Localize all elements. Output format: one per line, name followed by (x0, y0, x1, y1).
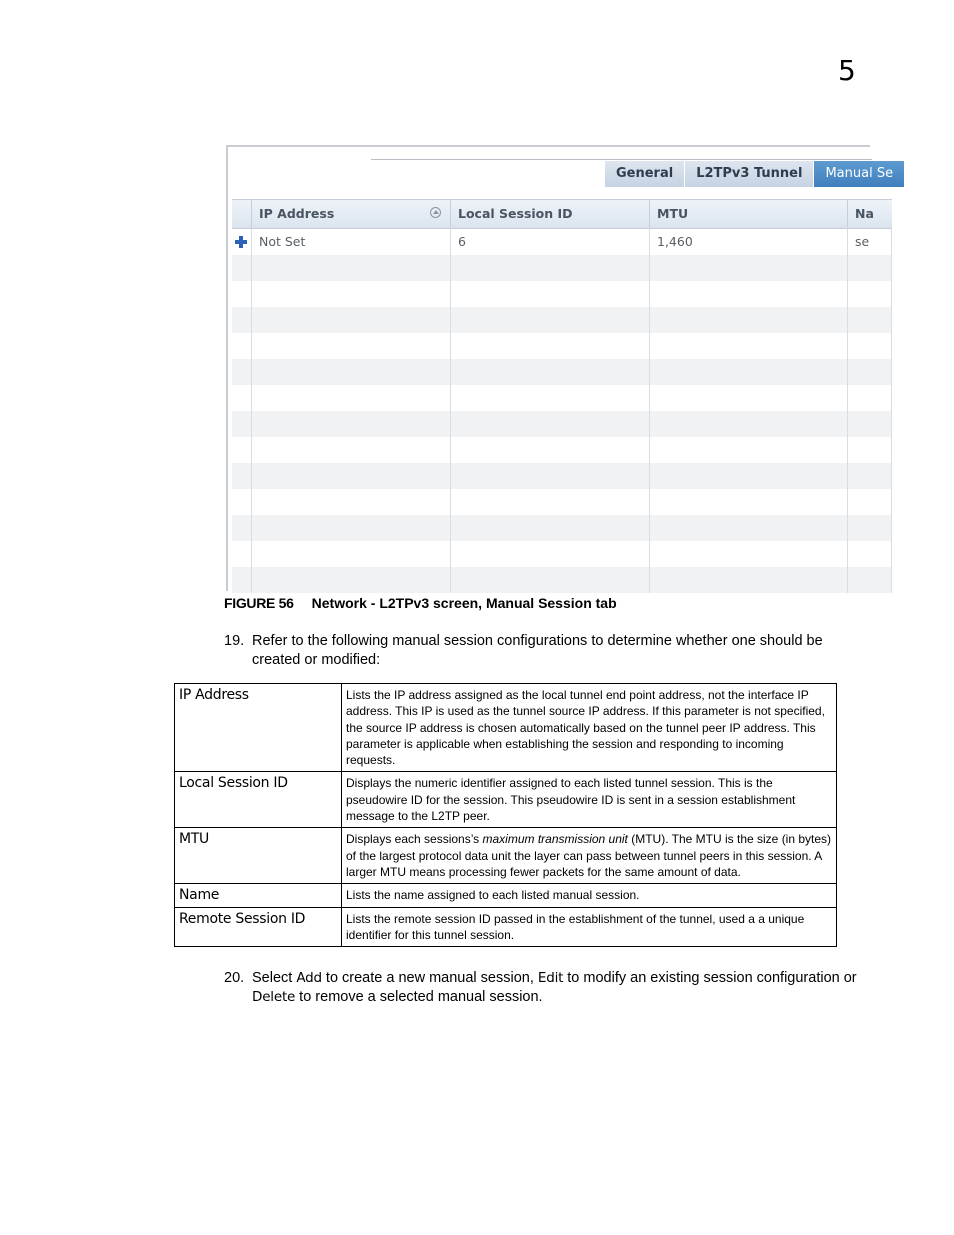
table-row[interactable] (232, 515, 892, 541)
figure-caption (224, 595, 617, 611)
figure-title: Network - L2TPv3 screen, Manual Session tab (311, 595, 617, 611)
empty-cell (451, 411, 650, 437)
empty-cell (650, 255, 848, 281)
table-row (175, 828, 837, 884)
empty-cell (451, 281, 650, 307)
empty-cell (848, 307, 892, 333)
param-term: IP Address (175, 684, 342, 772)
empty-cell (848, 541, 892, 567)
add-keyword: Add (296, 970, 322, 986)
grid-body (232, 229, 892, 593)
empty-cell (252, 541, 451, 567)
table-row[interactable] (232, 255, 892, 281)
step-text: Refer to the following manual session configurations to determine whether one should be created or modified: (252, 633, 823, 668)
divider (371, 159, 872, 160)
table-row[interactable] (232, 229, 892, 255)
empty-cell (848, 411, 892, 437)
empty-cell (650, 359, 848, 385)
empty-cell (650, 307, 848, 333)
row-marker (232, 229, 252, 255)
param-term: Name (175, 884, 342, 907)
empty-cell (232, 463, 252, 489)
empty-cell (451, 255, 650, 281)
delete-keyword: Delete (252, 988, 296, 1005)
empty-cell (848, 385, 892, 411)
param-description: Lists the name assigned to each listed manual session. (342, 884, 837, 907)
empty-cell (232, 333, 252, 359)
table-row[interactable] (232, 411, 892, 437)
sort-ascending-icon[interactable] (430, 207, 441, 218)
empty-cell (650, 567, 848, 593)
desc-emphasis: maximum transmission unit (482, 832, 628, 847)
table-row[interactable] (232, 463, 892, 489)
param-description: Lists the remote session ID passed in the establishment of the tunnel, used a a unique identifier for this tunnel session. (342, 907, 837, 947)
empty-cell (232, 307, 252, 333)
table-row[interactable] (232, 385, 892, 411)
edit-keyword: Edit (537, 970, 564, 986)
empty-cell (451, 515, 650, 541)
tab-bar (604, 161, 904, 187)
empty-cell (252, 385, 451, 411)
table-row[interactable] (232, 489, 892, 515)
empty-cell (451, 307, 650, 333)
figure-label: FIGURE 56 (224, 595, 294, 611)
empty-cell (232, 359, 252, 385)
empty-cell (252, 489, 451, 515)
empty-cell (650, 411, 848, 437)
empty-cell (848, 255, 892, 281)
table-row[interactable] (232, 333, 892, 359)
empty-cell (650, 281, 848, 307)
empty-cell (650, 333, 848, 359)
tab-general[interactable]: General (604, 161, 684, 187)
empty-cell (252, 411, 451, 437)
empty-cell (232, 541, 252, 567)
table-row (175, 684, 837, 772)
empty-cell (848, 515, 892, 541)
empty-cell (252, 567, 451, 593)
cell-name: se (848, 229, 892, 255)
text-part: Select (252, 970, 297, 986)
column-header-local-session-id[interactable]: Local Session ID (451, 200, 650, 227)
empty-cell (451, 463, 650, 489)
empty-cell (252, 307, 451, 333)
empty-cell (650, 515, 848, 541)
table-row[interactable] (232, 437, 892, 463)
empty-cell (252, 333, 451, 359)
step-number: 20. (224, 970, 245, 986)
table-row[interactable] (232, 307, 892, 333)
empty-cell (650, 463, 848, 489)
table-row[interactable] (232, 567, 892, 593)
empty-cell (232, 489, 252, 515)
empty-cell (650, 489, 848, 515)
empty-cell (848, 333, 892, 359)
empty-cell (451, 541, 650, 567)
empty-cell (232, 255, 252, 281)
empty-cell (848, 489, 892, 515)
empty-cell (232, 411, 252, 437)
empty-cell (232, 281, 252, 307)
table-row (175, 907, 837, 947)
empty-cell (232, 515, 252, 541)
empty-cell (252, 463, 451, 489)
empty-cell (232, 385, 252, 411)
param-term: Local Session ID (175, 772, 342, 828)
column-header-name[interactable]: Na (855, 206, 874, 221)
param-term: Remote Session ID (175, 907, 342, 947)
empty-cell (252, 281, 451, 307)
table-row[interactable] (232, 359, 892, 385)
step-20 (224, 969, 874, 1006)
table-row[interactable] (232, 541, 892, 567)
empty-cell (650, 437, 848, 463)
empty-cell (650, 385, 848, 411)
parameter-table (174, 683, 837, 947)
empty-cell (252, 437, 451, 463)
empty-cell (848, 567, 892, 593)
header-spacer (232, 200, 252, 227)
cell-ip-address: Not Set (252, 229, 451, 255)
empty-cell (848, 281, 892, 307)
text-part: to create a new manual session, (321, 970, 538, 986)
cell-local-session-id: 6 (451, 229, 650, 255)
step-19 (224, 632, 874, 669)
column-header-label: IP Address (259, 206, 335, 221)
param-description: Displays the numeric identifier assigned to each listed tunnel session. This is the pseudowire ID for the session. This pseudowire ID is sent in a session establishment message to the L2TP peer. (342, 772, 837, 828)
chapter-number: 5 (838, 54, 856, 87)
cell-mtu: 1,460 (650, 229, 848, 255)
empty-cell (848, 359, 892, 385)
empty-cell (848, 463, 892, 489)
step-text (252, 969, 874, 1006)
screenshot-figure (226, 145, 894, 591)
empty-cell (252, 255, 451, 281)
tab-manual-session[interactable]: Manual Se (813, 161, 904, 187)
grid-header (232, 199, 892, 229)
step-number: 19. (224, 633, 245, 649)
manual-session-grid (232, 199, 892, 593)
desc-part: (MTU). The MTU is the size (in bytes) of the largest protocol data unit the layer can pass between tunnel peers in this session. A larger MTU means processing fewer packets for the same amount of data. (346, 832, 832, 879)
empty-cell (232, 567, 252, 593)
add-icon[interactable] (235, 236, 247, 248)
table-row[interactable] (232, 281, 892, 307)
empty-cell (451, 567, 650, 593)
desc-part: Displays each sessions’s (346, 832, 483, 847)
empty-cell (848, 437, 892, 463)
param-term: MTU (175, 828, 342, 884)
text-part: to modify an existing session configuration or (563, 970, 857, 986)
table-row (175, 772, 837, 828)
param-description: Lists the IP address assigned as the local tunnel end point address, not the interface IP address. This IP is used as the tunnel source IP address. If this parameter is not specified, the source IP address is chosen automatically based on the tunnel peer IP address. This parameter is applicable when establishing the session and responding to incoming requests. (342, 684, 837, 772)
param-description (342, 828, 837, 884)
empty-cell (451, 437, 650, 463)
tab-l2tpv3-tunnel[interactable]: L2TPv3 Tunnel (684, 161, 813, 187)
empty-cell (650, 541, 848, 567)
table-row (175, 884, 837, 907)
column-header-mtu[interactable]: MTU (650, 200, 848, 227)
empty-cell (451, 385, 650, 411)
empty-cell (252, 359, 451, 385)
column-header-ip-address[interactable] (252, 200, 451, 227)
empty-cell (451, 333, 650, 359)
empty-cell (252, 515, 451, 541)
empty-cell (451, 359, 650, 385)
empty-cell (232, 437, 252, 463)
text-part: to remove a selected manual session. (295, 988, 543, 1005)
empty-cell (451, 489, 650, 515)
